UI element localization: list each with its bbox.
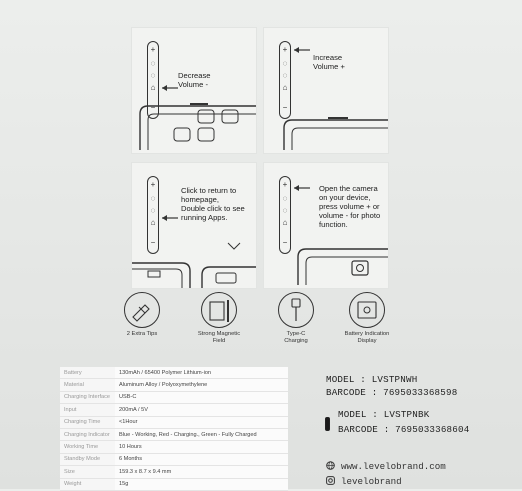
camera-icon: ◌ <box>150 194 156 203</box>
panel-caption: Click to return to homepage, Double click to see running Apps. <box>181 186 245 222</box>
spec-key: Weight <box>60 478 115 490</box>
feature-type-c <box>261 292 331 345</box>
spec-row <box>60 416 288 428</box>
barcode-black: BARCODE : 7695033368604 <box>338 424 470 435</box>
spec-row <box>60 379 288 391</box>
model-black: MODEL : LVSTPNBK <box>338 409 430 420</box>
spec-row <box>60 404 288 416</box>
panel-increase-volume <box>263 27 389 154</box>
spec-key: Working Time <box>60 441 115 453</box>
plus-icon: + <box>150 45 156 54</box>
website-row[interactable] <box>326 461 446 472</box>
camera-icon: ◌ <box>282 59 288 68</box>
panel-caption: Decrease Volume - <box>178 71 211 89</box>
circle-icon: ◌ <box>282 71 288 80</box>
spec-key: Charging Indicator <box>60 428 115 440</box>
spec-row <box>60 453 288 465</box>
spec-value: 15g <box>115 478 288 490</box>
color-swatch-black <box>325 417 330 431</box>
panel-decrease-volume <box>131 27 257 154</box>
spec-row <box>60 391 288 403</box>
spec-key: Standby Mode <box>60 453 115 465</box>
minus-icon: − <box>282 103 288 112</box>
minus-icon: − <box>150 238 156 247</box>
panel-caption: Open the camera on your device, press volume + or volume - for photo function. <box>319 184 381 229</box>
usb-c-icon <box>278 292 314 328</box>
globe-icon <box>326 461 335 470</box>
instagram-handle[interactable]: levelobrand <box>341 476 402 487</box>
plus-icon: + <box>282 180 288 189</box>
panel-home-button <box>131 162 257 289</box>
spec-table <box>60 367 288 491</box>
tablet-illustration <box>132 28 256 153</box>
home-icon: ⌂ <box>282 83 288 92</box>
pen-tips-icon <box>124 292 160 328</box>
spec-key: Battery <box>60 367 115 379</box>
spec-key: Size <box>60 466 115 478</box>
spec-value: USB-C <box>115 391 288 403</box>
camera-icon: ◌ <box>282 194 288 203</box>
spec-value: Blue - Working, Red - Charging., Green - Fully Charged <box>115 428 288 440</box>
spec-row <box>60 466 288 478</box>
home-icon: ⌂ <box>150 218 156 227</box>
spec-row <box>60 428 288 440</box>
circle-icon: ◌ <box>150 206 156 215</box>
instagram-row[interactable] <box>326 476 402 487</box>
battery-display-icon <box>349 292 385 328</box>
spec-value: 10 Hours <box>115 441 288 453</box>
spec-value: 130mAh / 65400 Polymer Lithium-ion <box>115 367 288 379</box>
panel-caption: Increase Volume + <box>313 53 345 71</box>
spec-value: 6 Months <box>115 453 288 465</box>
spec-row <box>60 367 288 379</box>
spec-key: Material <box>60 379 115 391</box>
minus-icon: − <box>150 103 156 112</box>
circle-icon: ◌ <box>150 71 156 80</box>
model-white: MODEL : LVSTPNWH <box>326 374 418 385</box>
spec-row <box>60 441 288 453</box>
home-icon: ⌂ <box>282 218 288 227</box>
feature-label: 2 Extra Tips <box>126 331 158 337</box>
tablet-illustration <box>132 163 256 288</box>
barcode-white: BARCODE : 7695033368598 <box>326 387 458 398</box>
instagram-icon <box>326 476 335 485</box>
magnet-icon <box>201 292 237 328</box>
plus-icon: + <box>282 45 288 54</box>
feature-magnetic <box>184 292 254 345</box>
spec-value: <1Hour <box>115 416 288 428</box>
spec-value: 159.3 x 8.7 x 9.4 mm <box>115 466 288 478</box>
feature-label: Battery Indication Display <box>344 331 390 344</box>
tablet-illustration <box>264 28 388 153</box>
spec-value: 200mA / 5V <box>115 404 288 416</box>
spec-key: Charging Time <box>60 416 115 428</box>
camera-icon: ◌ <box>150 59 156 68</box>
website-link[interactable]: www.levelobrand.com <box>341 461 446 472</box>
circle-icon: ◌ <box>282 206 288 215</box>
minus-icon: − <box>282 238 288 247</box>
feature-extra-tips <box>107 292 177 338</box>
feature-battery <box>332 292 402 345</box>
spec-key: Charging Interface <box>60 391 115 403</box>
feature-label: Type-C Charging <box>284 331 308 344</box>
plus-icon: + <box>150 180 156 189</box>
spec-value: Aluminum Alloy / Polyoxymethylene <box>115 379 288 391</box>
spec-key: Input <box>60 404 115 416</box>
panel-camera-button <box>263 162 389 289</box>
home-icon: ⌂ <box>150 83 156 92</box>
feature-label: Strong Magnetic Field <box>197 331 241 344</box>
